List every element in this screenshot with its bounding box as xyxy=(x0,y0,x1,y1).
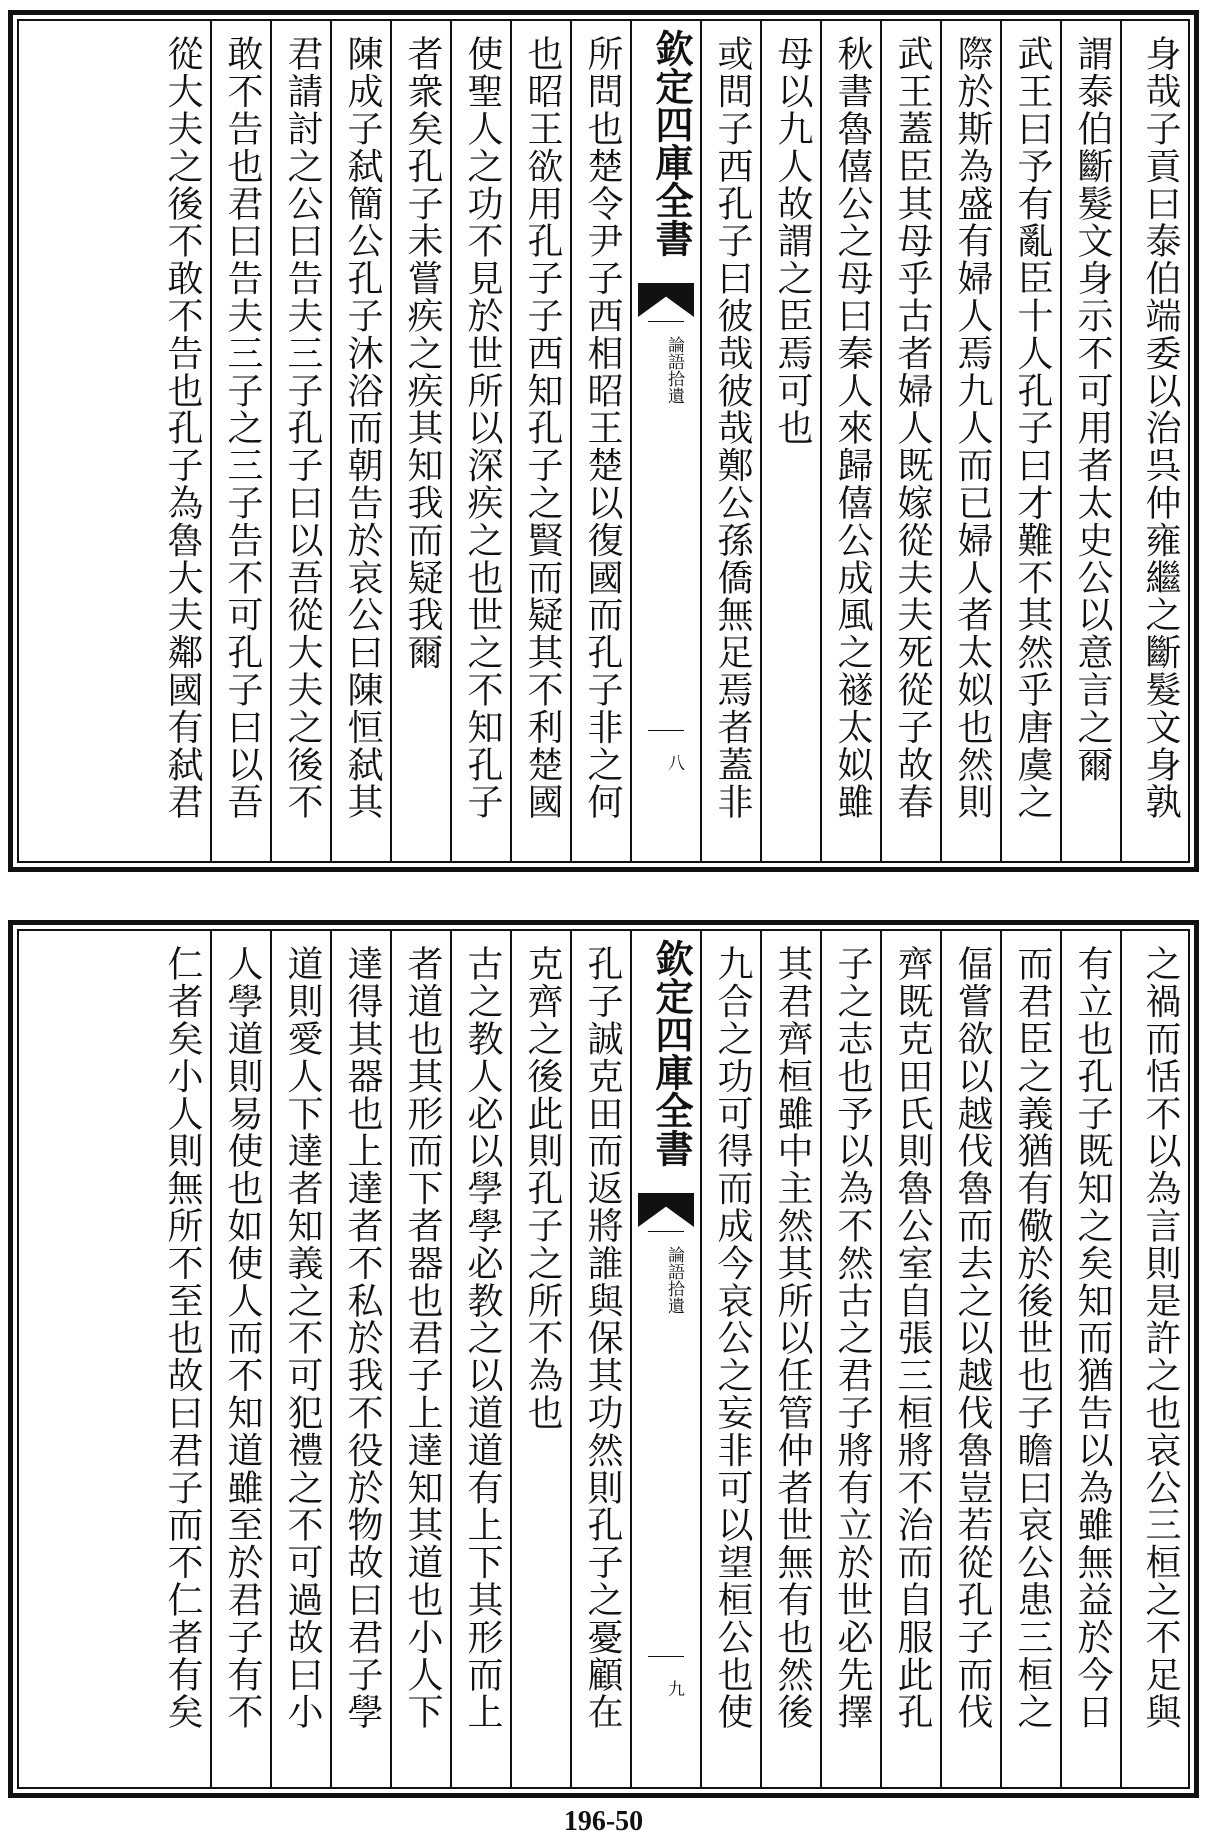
text-column xyxy=(940,21,1000,861)
text-column xyxy=(820,21,880,861)
upper-page xyxy=(8,10,1199,872)
section-title: 論語拾遺 xyxy=(664,1246,684,1314)
column-text: 偪嘗欲以越伐魯而去之以越伐魯豈若從孔子而伐 xyxy=(952,945,993,1731)
text-column xyxy=(390,931,450,1787)
margin-rule xyxy=(648,1656,684,1657)
book-title: 欽定四庫全書 xyxy=(649,29,694,257)
column-text: 秋書魯僖公之母曰秦人來歸僖公成風之禭太姒雖 xyxy=(832,35,873,821)
column-text: 仁者矣小人則無所不至也故曰君子而不仁者有矣 xyxy=(162,945,203,1731)
column-text: 齊既克田氏則魯公室自張三桓將不治而自服此孔 xyxy=(892,945,933,1731)
text-column xyxy=(940,931,1000,1787)
column-text: 孔子誠克田而返將誰與保其功然則孔子之憂顧在 xyxy=(582,945,623,1731)
text-column xyxy=(145,931,210,1787)
text-column xyxy=(820,931,880,1787)
column-text: 達得其器也上達者不私於我不役於物故曰君子學 xyxy=(342,945,383,1731)
text-column xyxy=(1060,931,1120,1787)
text-column xyxy=(570,931,630,1787)
column-text: 之禍而恬不以為言則是許之也哀公三桓之不足與 xyxy=(1140,945,1181,1731)
column-text: 有立也孔子既知之矣知而猶告以為雖無益於今日 xyxy=(1072,945,1113,1731)
text-column xyxy=(510,21,570,861)
upper-page-frame xyxy=(17,19,1190,863)
margin-rule xyxy=(648,321,684,322)
margin-rule xyxy=(648,1231,684,1232)
column-text: 陳成子弑簡公孔子沐浴而朝告於哀公曰陳恒弑其 xyxy=(342,35,383,821)
text-column xyxy=(210,21,270,861)
section-title: 論語拾遺 xyxy=(664,336,684,404)
text-column xyxy=(270,931,330,1787)
column-text: 身哉子貢曰泰伯端委以治呉仲雍繼之斷髮文身孰 xyxy=(1140,35,1181,821)
column-text: 君請討之公曰告夫三子孔子曰以吾從大夫之後不 xyxy=(282,35,323,821)
lower-page xyxy=(8,920,1199,1798)
text-column xyxy=(145,21,210,861)
center-margin xyxy=(630,931,700,1787)
text-column xyxy=(760,931,820,1787)
column-text: 武王蓋臣其母乎古者婦人既嫁從夫夫死從子故春 xyxy=(892,35,933,821)
column-text: 人學道則易使也如使人而不知道雖至於君子有不 xyxy=(222,945,263,1731)
margin-rule xyxy=(648,730,684,731)
column-text: 也昭王欲用孔子子西知孔子之賢而疑其不利楚國 xyxy=(522,35,563,821)
text-column xyxy=(700,21,760,861)
lower-page-columns xyxy=(19,931,1188,1787)
column-text: 者道也其形而下者器也君子上達知其道也小人下 xyxy=(402,945,443,1731)
column-text: 古之教人必以學學必教之以道道有上下其形而上 xyxy=(462,945,503,1731)
column-text: 武王曰予有亂臣十人孔子曰才難不其然乎唐虞之 xyxy=(1012,35,1053,821)
column-text: 使聖人之功不見於世所以深疾之也世之不知孔子 xyxy=(462,35,503,821)
column-text: 而君臣之義猶有儆於後世也子瞻曰哀公患三桓之 xyxy=(1012,945,1053,1731)
text-column xyxy=(570,21,630,861)
text-column xyxy=(510,931,570,1787)
fish-tail-mark-icon xyxy=(638,1193,694,1227)
text-column xyxy=(1000,21,1060,861)
page-number: 八 xyxy=(664,754,684,771)
plate-number: 196-50 xyxy=(563,1806,644,1837)
column-text: 從大夫之後不敢不告也孔子為魯大夫鄰國有弑君 xyxy=(162,35,203,821)
upper-page-columns xyxy=(19,21,1188,861)
text-column xyxy=(760,21,820,861)
page-number: 九 xyxy=(664,1680,684,1697)
center-margin xyxy=(630,21,700,861)
text-column xyxy=(880,21,940,861)
text-column xyxy=(880,931,940,1787)
text-column xyxy=(1120,21,1188,861)
text-column xyxy=(330,21,390,861)
text-column xyxy=(270,21,330,861)
column-text: 克齊之後此則孔子之所不為也 xyxy=(522,945,563,1432)
text-column xyxy=(1120,931,1188,1787)
column-text: 其君齊桓雖中主然其所以任管仲者世無有也然後 xyxy=(772,945,813,1731)
text-column xyxy=(330,931,390,1787)
text-column xyxy=(1060,21,1120,861)
book-title: 欽定四庫全書 xyxy=(649,939,694,1167)
text-column xyxy=(390,21,450,861)
fish-tail-mark-icon xyxy=(638,283,694,317)
column-text: 子之志也予以為不然古之君子將有立於世必先擇 xyxy=(832,945,873,1731)
column-text: 所問也楚令尹子西相昭王楚以復國而孔子非之何 xyxy=(582,35,623,821)
column-text: 謂泰伯斷髮文身示不可用者太史公以意言之爾 xyxy=(1072,35,1113,783)
column-text: 或問子西孔子曰彼哉彼哉鄭公孫僑無足焉者蓋非 xyxy=(712,35,753,821)
column-text: 際於斯為盛有婦人焉九人而已婦人者太姒也然則 xyxy=(952,35,993,821)
text-column xyxy=(450,931,510,1787)
lower-page-frame xyxy=(17,929,1190,1789)
column-text: 道則愛人下達者知義之不可犯禮之不可過故曰小 xyxy=(282,945,323,1731)
column-text: 者衆矣孔子未嘗疾之疾其知我而疑我爾 xyxy=(402,35,443,671)
text-column xyxy=(450,21,510,861)
column-text: 敢不告也君曰告夫三子之三子告不可孔子曰以吾 xyxy=(222,35,263,821)
text-column xyxy=(1000,931,1060,1787)
text-column xyxy=(700,931,760,1787)
text-column xyxy=(210,931,270,1787)
column-text: 母以九人故謂之臣焉可也 xyxy=(772,35,813,447)
column-text: 九合之功可得而成今哀公之妄非可以望桓公也使 xyxy=(712,945,753,1731)
